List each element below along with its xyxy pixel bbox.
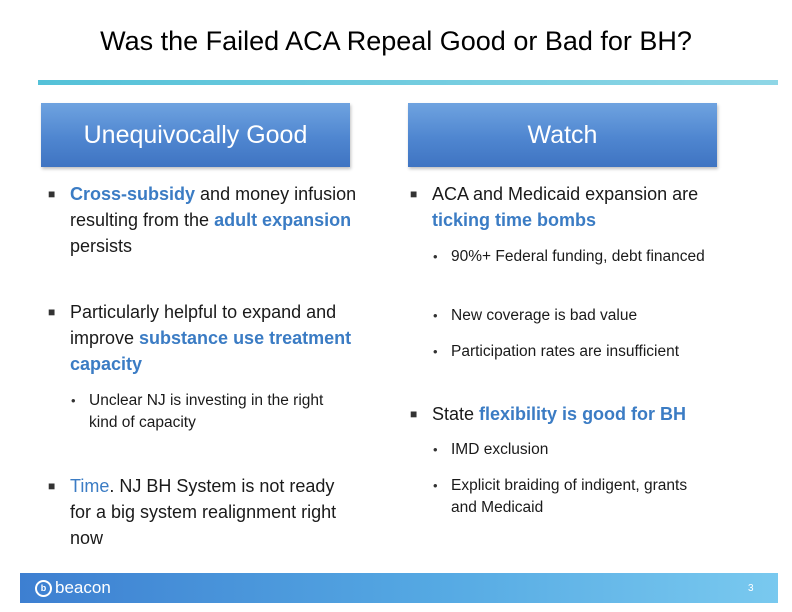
sub-bullet-text: Participation rates are insufficient	[451, 343, 680, 360]
sub-bullet-dot-icon: •	[433, 442, 438, 457]
bullet-marker-icon: ■	[48, 479, 56, 493]
bullet-marker-icon: ■	[410, 187, 418, 201]
highlight-text: adult expansion	[214, 210, 352, 230]
slide-title: Was the Failed ACA Repeal Good or Bad for BH?	[100, 26, 692, 56]
sub-bullet-text: 90%+ Federal funding, debt financed	[451, 248, 705, 265]
bullet-text: . NJ BH System is not ready for a big system realignment right now	[70, 476, 337, 548]
bullet-text: ACA and Medicaid expansion are	[432, 184, 699, 204]
right-bullet-state-flexibility	[410, 401, 762, 427]
sub-bullet-dot-icon: •	[433, 344, 438, 359]
sub-bullet-dot-icon: •	[433, 308, 438, 323]
highlight-text: substance use treatment capacity	[70, 328, 352, 374]
left-bullet-time	[48, 473, 355, 551]
sub-bullet-dot-icon: •	[71, 393, 76, 408]
bullet-text: persists	[70, 236, 133, 256]
highlight-text: Time	[70, 476, 110, 496]
right-column-header: Watch	[408, 103, 717, 167]
footer-bar	[20, 573, 778, 603]
left-bullet-cross-subsidy	[48, 181, 360, 259]
title-divider	[38, 80, 778, 85]
left-column-header: Unequivocally Good	[41, 103, 350, 167]
brand-name: beacon	[55, 578, 111, 597]
sub-bullet-dot-icon: •	[433, 249, 438, 264]
sub-bullet-text: New coverage is bad value	[451, 307, 638, 324]
bullet-marker-icon: ■	[410, 407, 418, 421]
bullet-marker-icon: ■	[48, 187, 56, 201]
highlight-text: ticking time bombs	[432, 210, 597, 230]
page-number: 3	[748, 583, 754, 594]
right-sub-bullet-braiding	[433, 475, 701, 519]
right-sub-bullet-federal-funding	[433, 246, 711, 268]
bullet-text: State	[432, 404, 480, 424]
bullet-text: and money infusion resulting from the	[70, 184, 357, 230]
right-bullet-ticking-time-bombs	[410, 181, 732, 233]
right-sub-bullet-imd-exclusion	[433, 439, 701, 461]
left-bullet-substance-use	[48, 299, 360, 377]
bullet-marker-icon: ■	[48, 305, 56, 319]
left-sub-bullet-nj-investing	[71, 390, 339, 434]
highlight-text: Cross-subsidy	[70, 184, 196, 204]
highlight-text: flexibility is good for BH	[479, 404, 687, 424]
sub-bullet-text: Explicit braiding of indigent, grants and Medicaid	[451, 477, 688, 516]
beacon-logo-icon: b	[35, 580, 52, 597]
right-sub-bullet-participation	[433, 341, 761, 363]
right-sub-bullet-bad-value	[433, 305, 751, 327]
sub-bullet-dot-icon: •	[433, 478, 438, 493]
sub-bullet-text: Unclear NJ is investing in the right kind of capacity	[89, 392, 324, 431]
beacon-logo	[35, 576, 111, 600]
sub-bullet-text: IMD exclusion	[451, 441, 549, 458]
bullet-text: Particularly helpful to expand and improve	[70, 302, 337, 348]
